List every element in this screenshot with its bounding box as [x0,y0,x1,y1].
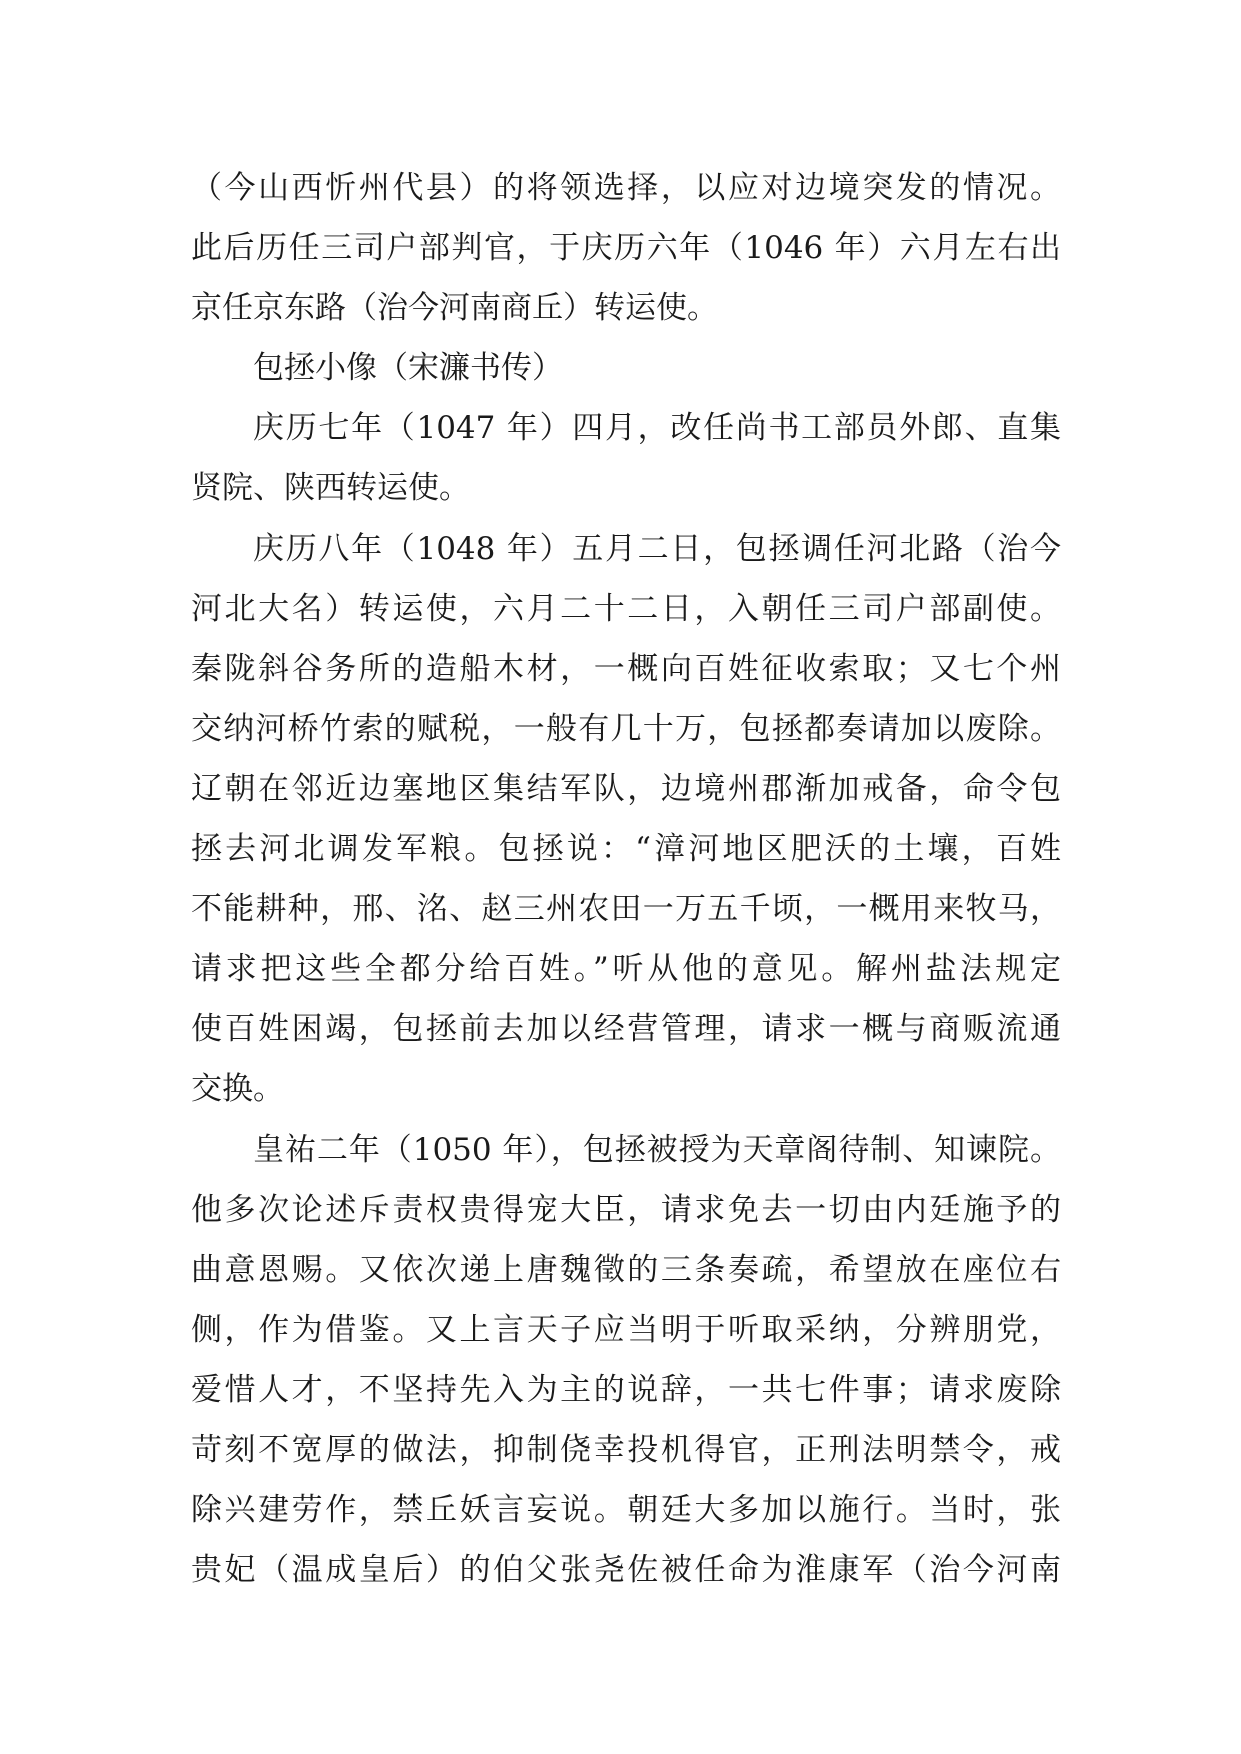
text-line: 不能耕种，邢、洺、赵三州农田一万五千顷，一概用来牧马， [191,891,1061,927]
text-line: 请求把这些全都分给百姓。”听从他的意见。解州盐法规定 [191,951,1061,987]
text-line: 贵妃（温成皇后）的伯父张尧佐被任命为淮康军（治今河南 [191,1552,1061,1588]
text-line: 交换。 [191,1071,284,1107]
text-line: 此后历任三司户部判官，于庆历六年（1046 年）六月左右出 [191,230,1061,266]
text-line: 侧，作为借鉴。又上言天子应当明于听取采纳，分辨朋党， [191,1312,1061,1348]
image-caption: 包拯小像（宋濂书传） [253,350,563,386]
text-line: 皇祐二年（1050 年），包拯被授为天章阁待制、知谏院。 [253,1132,1061,1168]
text-line: 交纳河桥竹索的赋税，一般有几十万，包拯都奏请加以废除。 [191,711,1061,747]
text-line: 除兴建劳作，禁丘妖言妄说。朝廷大多加以施行。当时，张 [191,1492,1061,1528]
text-line: 庆历八年（1048 年）五月二日，包拯调任河北路（治今 [253,531,1061,567]
text-line: 他多次论述斥责权贵得宠大臣，请求免去一切由内廷施予的 [191,1192,1061,1228]
text-line: 拯去河北调发军粮。包拯说：“漳河地区肥沃的土壤，百姓 [191,831,1061,867]
text-line: （今山西忻州代县）的将领选择，以应对边境突发的情况。 [191,170,1061,206]
text-line: 京任京东路（治今河南商丘）转运使。 [191,290,718,326]
text-line: 秦陇斜谷务所的造船木材，一概向百姓征收索取；又七个州 [191,651,1061,687]
text-line: 苛刻不宽厚的做法，抑制侥幸投机得官，正刑法明禁令，戒 [191,1432,1061,1468]
text-line: 使百姓困竭，包拯前去加以经营管理，请求一概与商贩流通 [191,1011,1061,1047]
text-line: 爱惜人才，不坚持先入为主的说辞，一共七件事；请求废除 [191,1372,1061,1408]
text-line: 贤院、陕西转运使。 [191,470,470,506]
text-line: 曲意恩赐。又依次递上唐魏徵的三条奏疏，希望放在座位右 [191,1252,1061,1288]
text-line: 庆历七年（1047 年）四月，改任尚书工部员外郎、直集 [253,410,1061,446]
text-line: 辽朝在邻近边塞地区集结军队，边境州郡渐加戒备，命令包 [191,771,1061,807]
text-line: 河北大名）转运使，六月二十二日，入朝任三司户部副使。 [191,591,1061,627]
